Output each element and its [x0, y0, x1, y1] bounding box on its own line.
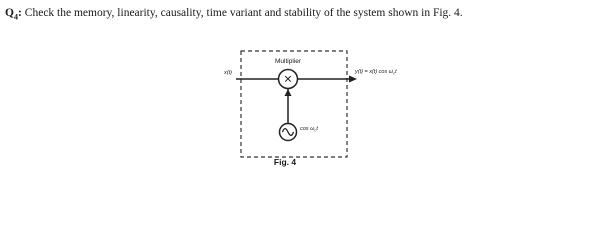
- oscillator-arrow-icon: [285, 89, 292, 96]
- output-arrow-icon: [349, 76, 357, 83]
- source-label-end: t: [316, 126, 318, 132]
- question-body: Check the memory, linearity, causality, time variant and stability of the system shown in Fig. 4.: [24, 7, 463, 19]
- output-label-main: y(t) = x(t) cos ω: [355, 69, 394, 75]
- figure-caption: Fig. 4: [273, 157, 297, 167]
- system-boundary: [241, 51, 347, 157]
- question-number-subscript: 4: [13, 12, 18, 22]
- multiplier-symbol: ×: [283, 70, 293, 87]
- source-label: [300, 126, 318, 133]
- question-number-suffix: :: [17, 7, 22, 19]
- output-label-subscript: c: [393, 70, 396, 76]
- question-number-letter: Q: [5, 7, 14, 19]
- output-label-end: t: [395, 69, 397, 75]
- output-label: [354, 69, 397, 76]
- multiplier-label: Multiplier: [274, 58, 302, 65]
- source-label-main: cos ω: [300, 126, 315, 132]
- source-label-subscript: c: [314, 127, 317, 133]
- input-label: x(t): [224, 70, 232, 76]
